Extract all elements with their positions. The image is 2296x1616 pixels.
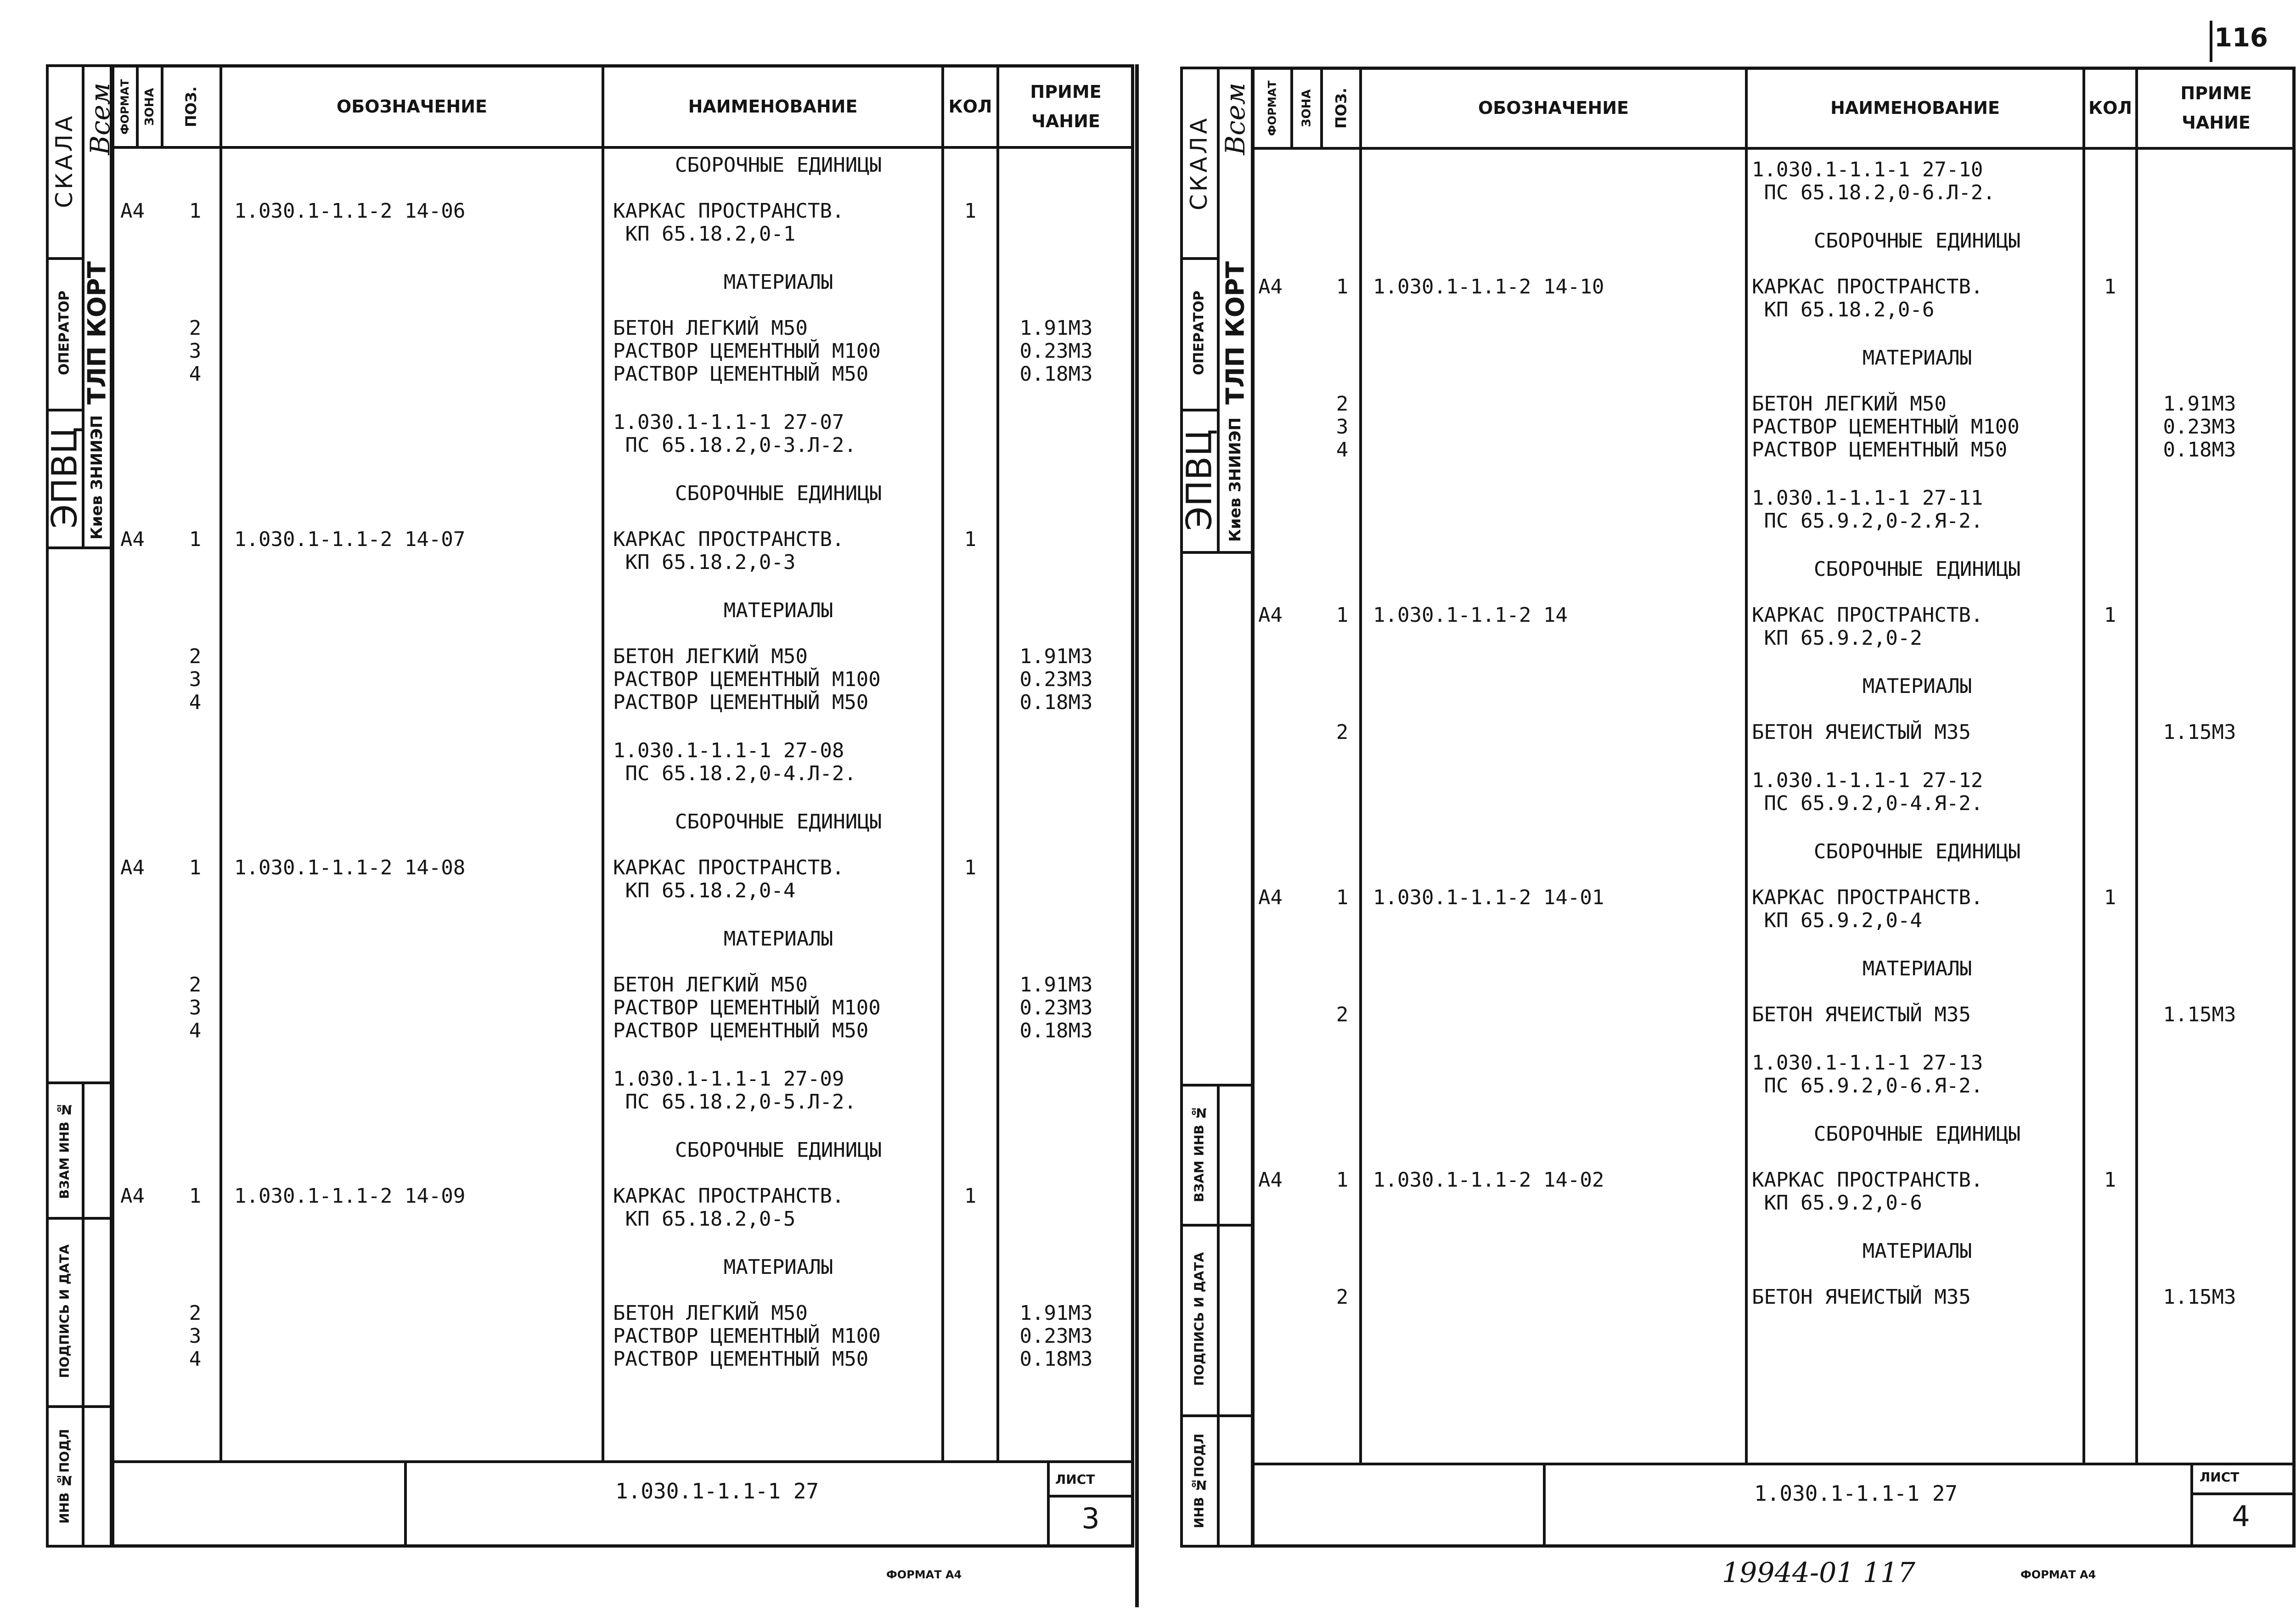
row-des: 1.030.1-1.1-2 14-02: [1373, 1168, 1604, 1192]
row-des: 1.030.1-1.1-2 14-07: [234, 528, 466, 551]
right-sheet: [1180, 0, 2296, 1616]
title-block-line: [2190, 1463, 2193, 1548]
col-line: [219, 64, 222, 1460]
signature-mark: Всем: [1220, 83, 1251, 155]
row-qty: 1: [2104, 1168, 2116, 1192]
handwritten-archive-number: 19944-01 117: [1722, 1557, 1916, 1589]
row-pos: 2: [1336, 721, 1349, 744]
row-des: 1.030.1-1.1-2 14-06: [234, 199, 466, 223]
row-pos: 1: [189, 199, 202, 223]
row-name: СБОРОЧНЫЕ ЕДИНИЦЫ: [675, 1138, 882, 1162]
row-name: МАТЕРИАЛЫ: [723, 599, 833, 622]
header-designation: ОБОЗНАЧЕНИЕ: [336, 96, 487, 117]
stamp-inv-podl: ИНВ №ПОДЛ: [1191, 1433, 1207, 1529]
side-stamp-split: [1217, 1084, 1220, 1548]
row-pos: 1: [1336, 603, 1349, 627]
row-note: 1.91М3 0.23М3 0.18М3: [1019, 1301, 1093, 1371]
header-note-line2: ЧАНИЕ: [2182, 112, 2251, 133]
row-name: 1.030.1-1.1-1 27-09 ПС 65.18.2,0-5.Л-2.: [613, 1067, 856, 1114]
stamp-operator: ОПЕРАТОР: [56, 290, 73, 376]
row-fmt: А4: [1258, 603, 1283, 627]
row-name: КАРКАС ПРОСТРАНСТВ. КП 65.9.2,0-6: [1752, 1168, 1983, 1215]
header-note-line2: ЧАНИЕ: [1031, 111, 1100, 131]
side-stamp-split: [82, 1081, 84, 1548]
stamp-kiev: Киев ЗНИИЭП: [1226, 417, 1244, 542]
col-line: [1745, 67, 1748, 1463]
header-name: НАИМЕНОВАНИЕ: [1830, 97, 2000, 118]
row-name: СБОРОЧНЫЕ ЕДИНИЦЫ: [675, 810, 882, 833]
row-pos: 2 3 4: [189, 1301, 202, 1371]
row-note: 1.91М3 0.23М3 0.18М3: [1019, 316, 1093, 386]
col-line: [996, 64, 999, 1460]
title-block-top: [1251, 1463, 2296, 1465]
stamp-vzam-inv: ВЗАМ ИНВ №: [1191, 1105, 1207, 1203]
stamp-kiev: Киев ЗНИИЭП: [88, 415, 106, 540]
row-name: МАТЕРИАЛЫ: [723, 927, 833, 951]
row-name: СБОРОЧНЫЕ ЕДИНИЦЫ: [1813, 840, 2021, 863]
row-name: СБОРОЧНЫЕ ЕДИНИЦЫ: [1813, 1122, 2021, 1146]
row-name: СБОРОЧНЫЕ ЕДИНИЦЫ: [1813, 229, 2021, 253]
doc-code: 1.030.1-1.1-1 27: [615, 1479, 819, 1503]
title-block-line: [2190, 1492, 2296, 1495]
stamp-podpis-data: ПОДПИСЬ И ДАТА: [56, 1244, 72, 1378]
title-block-line: [1047, 1460, 1050, 1548]
row-name: КАРКАС ПРОСТРАНСТВ. КП 65.18.2,0-5: [613, 1184, 844, 1231]
header-note-line1: ПРИМЕ: [2180, 83, 2252, 103]
header-name: НАИМЕНОВАНИЕ: [688, 96, 858, 117]
row-name: 1.030.1-1.1-1 27-12 ПС 65.9.2,0-4.Я-2.: [1752, 769, 1983, 815]
sheet-label: ЛИСТ: [2200, 1470, 2240, 1485]
row-name: БЕТОН ЛЕГКИЙ М50 РАСТВОР ЦЕМЕНТНЫЙ М100 РАСТВОР ЦЕМЕНТНЫЙ М50: [613, 973, 881, 1042]
row-name: БЕТОН ЯЧЕИСТЫЙ М35: [1752, 1285, 1971, 1309]
format-footer: ФОРМАТ А4: [2020, 1568, 2096, 1581]
row-des: 1.030.1-1.1-2 14-08: [234, 856, 466, 879]
row-name: СБОРОЧНЫЕ ЕДИНИЦЫ: [675, 482, 882, 505]
row-name: БЕТОН ЛЕГКИЙ М50 РАСТВОР ЦЕМЕНТНЫЙ М100 РАСТВОР ЦЕМЕНТНЫЙ М50: [1752, 392, 2020, 462]
stamp-epvc: ЭПВЦ: [44, 427, 85, 529]
row-pos: 2 3 4: [189, 316, 202, 386]
row-pos: 1: [189, 528, 202, 551]
row-name: 1.030.1-1.1-1 27-07 ПС 65.18.2,0-3.Л-2.: [613, 411, 856, 457]
title-block-top: [111, 1460, 1134, 1463]
stamp-tlp-kort: ТЛП КОРТ: [82, 261, 112, 405]
left-sheet: [0, 0, 1143, 1616]
row-note: 1.91М3 0.23М3 0.18М3: [1019, 973, 1093, 1042]
stamp-skala: СКАЛА: [51, 113, 78, 208]
row-name: БЕТОН ЛЕГКИЙ М50 РАСТВОР ЦЕМЕНТНЫЙ М100 РАСТВОР ЦЕМЕНТНЫЙ М50: [613, 1301, 881, 1371]
row-fmt: А4: [120, 856, 145, 879]
row-name: КАРКАС ПРОСТРАНСТВ. КП 65.18.2,0-4: [613, 856, 844, 902]
header-qty: КОЛ: [2088, 97, 2132, 118]
row-note: 1.15М3: [2163, 1003, 2236, 1026]
signature-mark: Всем: [84, 83, 116, 155]
title-block-line: [404, 1460, 407, 1548]
row-name: 1.030.1-1.1-1 27-13 ПС 65.9.2,0-6.Я-2.: [1752, 1051, 1983, 1098]
row-pos: 2: [1336, 1285, 1349, 1309]
top-sheet-number: 116: [2214, 23, 2268, 53]
row-qty: 1: [2104, 886, 2116, 909]
header-pos: ПОЗ.: [182, 86, 200, 128]
stamp-epvc: ЭПВЦ: [1178, 429, 1220, 531]
row-pos: 2 3 4: [189, 645, 202, 714]
row-name: МАТЕРИАЛЫ: [1862, 675, 1972, 698]
row-des: 1.030.1-1.1-2 14-09: [234, 1184, 466, 1208]
row-pos: 2 3 4: [1336, 392, 1349, 462]
row-fmt: А4: [1258, 275, 1283, 298]
row-pos: 1: [1336, 275, 1349, 298]
row-name: 1.030.1-1.1-1 27-10 ПС 65.18.2,0-6.Л-2.: [1752, 158, 1995, 204]
sheet-number: 3: [1081, 1502, 1100, 1535]
row-des: 1.030.1-1.1-2 14-10: [1373, 275, 1604, 298]
row-name: МАТЕРИАЛЫ: [1862, 957, 1972, 980]
row-pos: 2: [1336, 1003, 1349, 1026]
row-fmt: А4: [120, 528, 145, 551]
stamp-operator: ОПЕРАТОР: [1191, 290, 1207, 376]
header-underline: [111, 146, 1134, 149]
row-note: 1.91М3 0.23М3 0.18М3: [2163, 392, 2236, 462]
row-des: 1.030.1-1.1-2 14: [1373, 603, 1568, 627]
row-fmt: А4: [120, 1184, 145, 1208]
row-name: БЕТОН ЛЕГКИЙ М50 РАСТВОР ЦЕМЕНТНЫЙ М100 РАСТВОР ЦЕМЕНТНЫЙ М50: [613, 316, 881, 386]
row-name: СБОРОЧНЫЕ ЕДИНИЦЫ: [675, 153, 882, 177]
row-name: МАТЕРИАЛЫ: [1862, 1239, 1972, 1263]
title-block-line: [1543, 1463, 1546, 1548]
header-qty: КОЛ: [948, 96, 992, 117]
sheet-label: ЛИСТ: [1055, 1472, 1095, 1487]
row-qty: 1: [2104, 603, 2116, 627]
row-qty: 1: [964, 528, 977, 551]
row-name: БЕТОН ЯЧЕИСТЫЙ М35: [1752, 721, 1971, 744]
stamp-vzam-inv: ВЗАМ ИНВ №: [56, 1102, 72, 1199]
row-qty: 1: [964, 199, 977, 223]
title-block-line: [1047, 1495, 1134, 1498]
row-pos: 2 3 4: [189, 973, 202, 1042]
row-name: СБОРОЧНЫЕ ЕДИНИЦЫ: [1813, 557, 2021, 581]
header-note-line1: ПРИМЕ: [1030, 82, 1102, 102]
row-pos: 1: [189, 856, 202, 879]
row-pos: 1: [189, 1184, 202, 1208]
header-format: ФОРМАТ: [1266, 80, 1279, 136]
row-name: МАТЕРИАЛЫ: [723, 270, 833, 294]
stamp-podpis-data: ПОДПИСЬ И ДАТА: [1191, 1252, 1207, 1386]
header-designation: ОБОЗНАЧЕНИЕ: [1478, 97, 1629, 118]
format-footer: ФОРМАТ А4: [886, 1568, 962, 1581]
row-name: БЕТОН ЯЧЕИСТЫЙ М35: [1752, 1003, 1971, 1026]
doc-code: 1.030.1-1.1-1 27: [1754, 1481, 1958, 1506]
row-note: 1.91М3 0.23М3 0.18М3: [1019, 645, 1093, 714]
header-zone: ЗОНА: [1300, 89, 1314, 127]
stamp-tlp-kort: ТЛП КОРТ: [1221, 261, 1250, 405]
row-name: БЕТОН ЛЕГКИЙ М50 РАСТВОР ЦЕМЕНТНЫЙ М100 РАСТВОР ЦЕМЕНТНЫЙ М50: [613, 645, 881, 714]
row-name: КАРКАС ПРОСТРАНСТВ. КП 65.18.2,0-6: [1752, 275, 1983, 321]
row-fmt: А4: [120, 199, 145, 223]
header-format: ФОРМАТ: [118, 79, 131, 135]
row-name: КАРКАС ПРОСТРАНСТВ. КП 65.18.2,0-3: [613, 528, 844, 574]
row-name: КАРКАС ПРОСТРАНСТВ. КП 65.9.2,0-4: [1752, 886, 1983, 932]
row-name: 1.030.1-1.1-1 27-08 ПС 65.18.2,0-4.Л-2.: [613, 739, 856, 785]
row-note: 1.15М3: [2163, 721, 2236, 744]
col-line: [2135, 67, 2138, 1463]
sheet-number: 4: [2232, 1499, 2250, 1533]
row-name: КАРКАС ПРОСТРАНСТВ. КП 65.18.2,0-1: [613, 199, 844, 246]
row-name: МАТЕРИАЛЫ: [1862, 346, 1972, 370]
row-name: 1.030.1-1.1-1 27-11 ПС 65.9.2,0-2.Я-2.: [1752, 486, 1983, 533]
side-stamp-divider: [46, 546, 113, 549]
row-qty: 1: [964, 1184, 977, 1208]
col-line: [602, 64, 604, 1460]
row-qty: 1: [2104, 275, 2116, 298]
side-stamp-divider: [1180, 551, 1254, 554]
stamp-inv-podl: ИНВ №ПОДЛ: [56, 1429, 72, 1524]
header-underline: [1251, 147, 2296, 150]
side-stamp-divider: [1180, 257, 1217, 260]
col-line: [1359, 67, 1362, 1463]
row-note: 1.15М3: [2163, 1285, 2236, 1309]
row-des: 1.030.1-1.1-2 14-01: [1373, 886, 1604, 909]
row-fmt: А4: [1258, 1168, 1283, 1192]
row-name: КАРКАС ПРОСТРАНСТВ. КП 65.9.2,0-2: [1752, 603, 1983, 650]
header-pos: ПОЗ.: [1332, 88, 1350, 129]
row-name: МАТЕРИАЛЫ: [723, 1256, 833, 1279]
row-fmt: А4: [1258, 886, 1283, 909]
row-pos: 1: [1336, 1168, 1349, 1192]
stamp-skala: СКАЛА: [1186, 115, 1212, 211]
header-note: [2138, 70, 2294, 146]
header-zone: ЗОНА: [143, 88, 157, 126]
header-note: [999, 68, 1132, 146]
row-qty: 1: [964, 856, 977, 879]
side-stamp-divider: [46, 257, 83, 260]
row-pos: 1: [1336, 886, 1349, 909]
